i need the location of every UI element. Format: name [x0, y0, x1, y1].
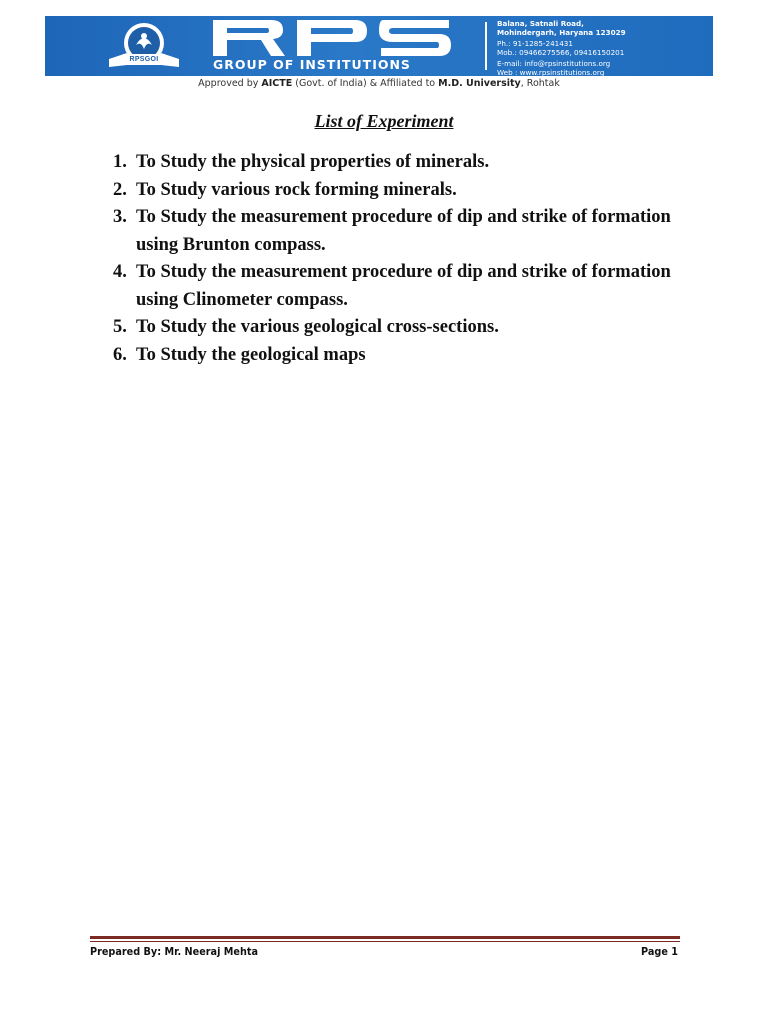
experiment-item-1 — [113, 149, 673, 177]
experiment-number: 4. — [113, 262, 127, 282]
experiment-number: 6. — [113, 344, 127, 365]
experiment-number: 2. — [113, 179, 127, 200]
experiment-number: 5. — [113, 317, 127, 337]
logo-caption: RPSGOI — [129, 56, 159, 63]
mobile-number: Mob.: 09466275566, 09416150201 — [497, 47, 625, 57]
experiment-item-3 — [113, 204, 673, 259]
document-title: List of Experiment — [314, 111, 454, 131]
experiment-text: To Study various rock forming minerals. — [136, 179, 457, 200]
experiment-number: 3. — [113, 207, 127, 227]
approval-prefix: Approved by — [198, 78, 262, 89]
approval-aicte: AICTE — [261, 78, 293, 89]
experiment-text: To Study the geological maps — [136, 344, 366, 365]
page-number: Page 1 — [641, 945, 678, 958]
experiment-text: To Study the measurement procedure of dip and strike of formation using Clinometer compass. — [136, 262, 671, 310]
experiment-item-2 — [113, 177, 673, 205]
letterhead-banner — [45, 16, 713, 76]
group-of-institutions: GROUP OF INSTITUTIONS — [213, 57, 411, 72]
phone-number: Ph.: 91-1285-241431 — [497, 39, 573, 49]
approval-mid: (Govt. of India) & Affiliated to — [292, 78, 439, 89]
approval-line — [45, 78, 713, 89]
experiment-text: To Study the physical properties of minerals. — [136, 152, 490, 172]
approval-university: M.D. University — [438, 78, 521, 89]
contact-block — [497, 20, 709, 76]
email-address: E-mail: info@rpsinstitutions.org — [497, 59, 611, 69]
experiment-number: 1. — [113, 152, 127, 172]
footer-rule-thin — [90, 941, 680, 942]
institution-logo — [103, 19, 185, 73]
address-line-2: Mohindergarh, Haryana 123029 — [497, 27, 626, 37]
logo-emblem-icon — [103, 19, 185, 73]
prepared-by: Prepared By: Mr. Neeraj Mehta — [90, 945, 259, 958]
experiment-text: To Study the various geological cross-sections. — [136, 317, 499, 337]
banner-divider — [485, 22, 487, 70]
address-line-1: Balana, Satnali Road, — [497, 19, 584, 28]
experiment-text: To Study the measurement procedure of dip and strike of formation using Brunton compass. — [136, 207, 671, 255]
experiment-item-6 — [113, 342, 673, 370]
experiment-list — [113, 149, 673, 369]
website-address: Web : www.rpsinstitutions.org — [497, 67, 605, 76]
experiment-item-4 — [113, 259, 673, 314]
approval-suffix: , Rohtak — [520, 78, 560, 89]
experiment-item-5 — [113, 314, 673, 342]
rps-brand-wordmark — [213, 18, 453, 58]
footer-rule-thick — [90, 936, 680, 939]
